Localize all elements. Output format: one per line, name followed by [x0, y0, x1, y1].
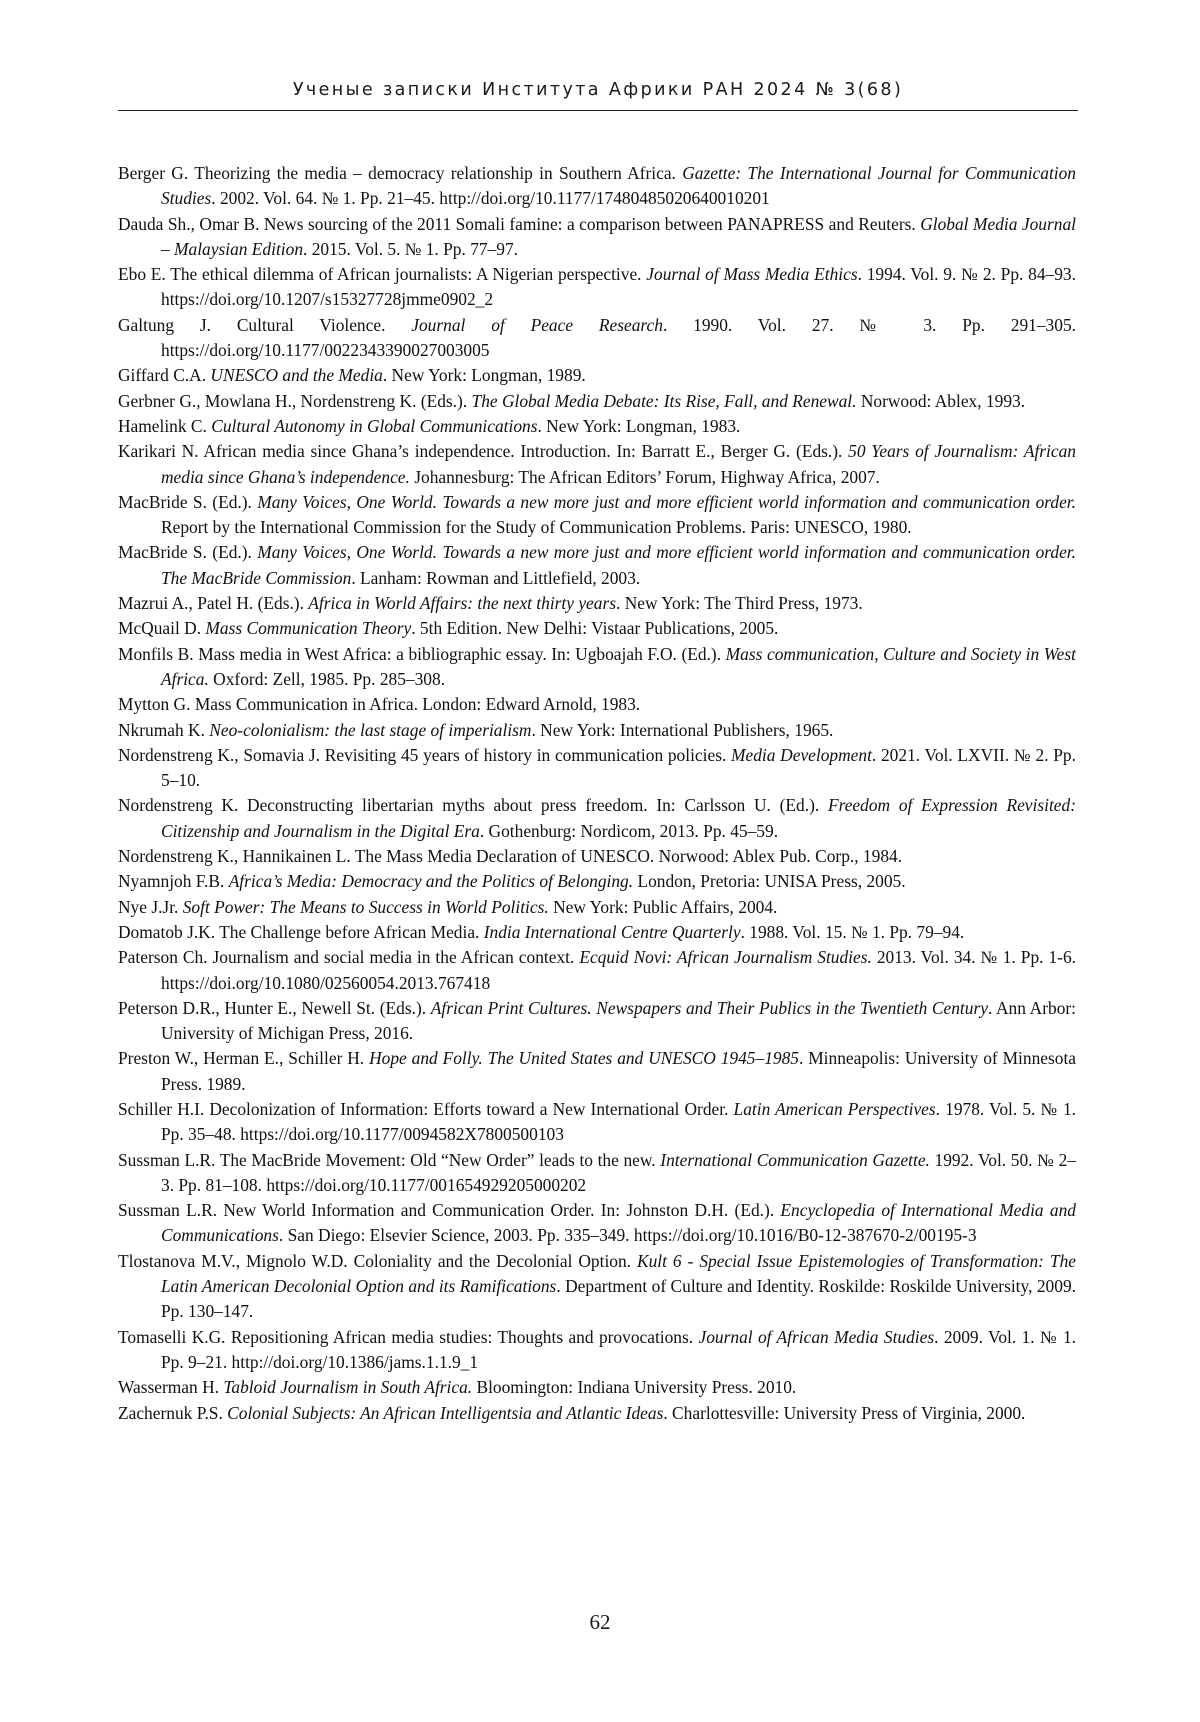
reference-text: Nordenstreng K. Deconstructing libertarian myths about press freedom. In: Carlsson U. (Ed.).: [118, 795, 828, 815]
reference-entry: [118, 616, 1076, 641]
reference-text: New York: Public Affairs, 2004.: [549, 897, 778, 917]
reference-text: Dauda Sh., Omar B. News sourcing of the 2011 Somali famine: a comparison between PANAPRESS and Reuters.: [118, 214, 920, 234]
reference-entry: [118, 313, 1076, 364]
reference-text: Mazrui A., Patel H. (Eds.).: [118, 593, 308, 613]
reference-title: Journal of Mass Media Ethics: [646, 264, 857, 284]
reference-title: The Global Media Debate: Its Rise, Fall, and Renewal.: [472, 391, 857, 411]
reference-title: International Communication Gazette.: [660, 1150, 930, 1170]
reference-title: Hope and Folly. The United States and UNESCO 1945–1985: [369, 1048, 799, 1068]
reference-text: Nyamnjoh F.B.: [118, 871, 229, 891]
reference-text: Domatob J.K. The Challenge before African Media.: [118, 922, 484, 942]
reference-text: Karikari N. African media since Ghana’s independence. Introduction. In: Barratt E., Berger G. (Eds.).: [118, 441, 848, 461]
reference-text: Mytton G. Mass Communication in Africa. London: Edward Arnold, 1983.: [118, 694, 640, 714]
reference-entry: [118, 793, 1076, 844]
reference-text: . Gothenburg: Nordicom, 2013. Pp. 45–59.: [480, 821, 778, 841]
reference-title: Freedom of Expression Revisited: Citizenship and Journalism in the Digital Era: [161, 795, 1076, 840]
reference-text: Bloomington: Indiana University Press. 2010.: [472, 1377, 796, 1397]
header-rule: [118, 110, 1078, 111]
reference-entry: [118, 1249, 1076, 1325]
reference-text: Sussman L.R. The MacBride Movement: Old “New Order” leads to the new.: [118, 1150, 660, 1170]
reference-entry: [118, 540, 1076, 591]
reference-text: Galtung J. Cultural Violence.: [118, 315, 411, 335]
reference-title: Soft Power: The Means to Success in World Politics.: [183, 897, 549, 917]
reference-text: . San Diego: Elsevier Science, 2003. Pp. 335–349. https://doi.org/10.1016/B0-12-387670-2/00195-3: [279, 1225, 977, 1245]
reference-title: Gazette: The International Journal for Communication Studies: [161, 163, 1076, 208]
reference-entry: [118, 439, 1076, 490]
reference-text: Monfils B. Mass media in West Africa: a bibliographic essay. In: Ugboajah F.O. (Ed.).: [118, 644, 726, 664]
reference-list: [118, 161, 1076, 1426]
reference-entry: [118, 212, 1076, 263]
reference-text: Peterson D.R., Hunter E., Newell St. (Eds.).: [118, 998, 431, 1018]
reference-text: Schiller H.I. Decolonization of Information: Efforts toward a New International Order.: [118, 1099, 734, 1119]
reference-text: Tlostanova M.V., Mignolo W.D. Coloniality and the Decolonial Option.: [118, 1251, 637, 1271]
reference-title: Latin American Perspectives: [734, 1099, 936, 1119]
reference-title: Journal of African Media Studies: [699, 1327, 935, 1347]
reference-text: Nye J.Jr.: [118, 897, 183, 917]
reference-text: . 2021. Vol. LXVII. № 2. Pp. 5–10.: [161, 745, 1076, 790]
reference-text: Oxford: Zell, 1985. Pp. 285–308.: [209, 669, 445, 689]
reference-text: . New York: Longman, 1989.: [383, 365, 586, 385]
reference-entry: [118, 1097, 1076, 1148]
reference-text: Preston W., Herman E., Schiller H.: [118, 1048, 369, 1068]
reference-entry: [118, 844, 1076, 869]
reference-entry: [118, 642, 1076, 693]
reference-entry: [118, 895, 1076, 920]
reference-text: . 1990. Vol. 27. № 3. Pp. 291–305. https://doi.org/10.1177/0022343390027003005: [161, 315, 1076, 360]
reference-text: Nkrumah K.: [118, 720, 209, 740]
reference-entry: [118, 718, 1076, 743]
reference-text: . 1994. Vol. 9. № 2. Pp. 84–93. https://doi.org/10.1207/s15327728jmme0902_2: [161, 264, 1076, 309]
reference-entry: [118, 1325, 1076, 1376]
reference-text: . New York: Longman, 1983.: [537, 416, 740, 436]
reference-text: Berger G. Theorizing the media – democracy relationship in Southern Africa.: [118, 163, 682, 183]
page-number: 62: [0, 1612, 1200, 1633]
reference-entry: [118, 414, 1076, 439]
reference-entry: [118, 869, 1076, 894]
reference-entry: [118, 1401, 1076, 1426]
reference-title: Many Voices, One World. Towards a new more just and more efficient world information and communication order.: [257, 492, 1076, 512]
reference-entry: [118, 1198, 1076, 1249]
reference-text: London, Pretoria: UNISA Press, 2005.: [633, 871, 905, 891]
reference-text: McQuail D.: [118, 618, 205, 638]
reference-title: Tabloid Journalism in South Africa.: [223, 1377, 472, 1397]
reference-text: Tomaselli K.G. Repositioning African media studies: Thoughts and provocations.: [118, 1327, 699, 1347]
reference-text: MacBride S. (Ed.).: [118, 492, 257, 512]
reference-entry: [118, 692, 1076, 717]
reference-entry: [118, 945, 1076, 996]
reference-title: African Print Cultures. Newspapers and Their Publics in the Twentieth Century: [431, 998, 988, 1018]
reference-title: India International Centre Quarterly: [484, 922, 741, 942]
reference-title: Kult 6 - Special Issue Epistemologies of Transformation: The Latin American Decolonial Option and its Ramifications: [161, 1251, 1076, 1296]
reference-text: Johannesburg: The African Editors’ Forum, Highway Africa, 2007.: [410, 467, 880, 487]
reference-entry: [118, 743, 1076, 794]
reference-text: . New York: International Publishers, 1965.: [531, 720, 833, 740]
reference-text: . 1978. Vol. 5. № 1. Pp. 35–48. https://doi.org/10.1177/0094582X7800500103: [161, 1099, 1076, 1144]
reference-entry: [118, 591, 1076, 616]
reference-text: Nordenstreng K., Hannikainen L. The Mass Media Declaration of UNESCO. Norwood: Ablex Pub. Corp., 1984.: [118, 846, 902, 866]
reference-text: . 1988. Vol. 15. № 1. Pp. 79–94.: [741, 922, 965, 942]
reference-text: . Lanham: Rowman and Littlefield, 2003.: [351, 568, 640, 588]
reference-title: Media Development: [731, 745, 872, 765]
reference-text: . 2009. Vol. 1. № 1. Pp. 9–21. http://doi.org/10.1386/jams.1.1.9_1: [161, 1327, 1076, 1372]
reference-title: Mass Communication Theory: [205, 618, 411, 638]
reference-text: Hamelink C.: [118, 416, 211, 436]
reference-text: Wasserman H.: [118, 1377, 223, 1397]
reference-entry: [118, 161, 1076, 212]
reference-text: Zachernuk P.S.: [118, 1403, 227, 1423]
reference-entry: [118, 363, 1076, 388]
reference-text: . Ann Arbor: University of Michigan Press, 2016.: [161, 998, 1076, 1043]
reference-text: . 5th Edition. New Delhi: Vistaar Publications, 2005.: [411, 618, 778, 638]
running-header: Ученые записки Института Африки РАН 2024 № 3(68): [118, 82, 1078, 100]
reference-text: Giffard C.A.: [118, 365, 210, 385]
reference-title: Many Voices, One World. Towards a new more just and more efficient world information and communication order. The MacBride Commission: [161, 542, 1076, 587]
reference-text: . New York: The Third Press, 1973.: [616, 593, 863, 613]
reference-text: . Department of Culture and Identity. Roskilde: Roskilde University, 2009. Pp. 130–147.: [161, 1276, 1076, 1321]
reference-entry: [118, 1375, 1076, 1400]
reference-text: . Charlottesville: University Press of Virginia, 2000.: [663, 1403, 1025, 1423]
reference-text: MacBride S. (Ed.).: [118, 542, 257, 562]
reference-text: Gerbner G., Mowlana H., Nordenstreng K. (Eds.).: [118, 391, 472, 411]
reference-text: Ebo E. The ethical dilemma of African journalists: A Nigerian perspective.: [118, 264, 646, 284]
reference-title: Mass communication, Culture and Society in West Africa.: [161, 644, 1076, 689]
reference-title: Colonial Subjects: An African Intelligentsia and Atlantic Ideas: [227, 1403, 663, 1423]
reference-text: 2013. Vol. 34. № 1. Pp. 1-6. https://doi.org/10.1080/02560054.2013.767418: [161, 947, 1076, 992]
reference-title: Ecquid Novi: African Journalism Studies.: [579, 947, 872, 967]
reference-text: Nordenstreng K., Somavia J. Revisiting 45 years of history in communication policies.: [118, 745, 731, 765]
reference-entry: [118, 490, 1076, 541]
reference-entry: [118, 389, 1076, 414]
reference-title: 50 Years of Journalism: African media since Ghana’s independence.: [161, 441, 1076, 486]
reference-title: Global Media Journal – Malaysian Edition: [161, 214, 1076, 259]
reference-entry: [118, 1046, 1076, 1097]
reference-entry: [118, 1148, 1076, 1199]
reference-text: Sussman L.R. New World Information and Communication Order. In: Johnston D.H. (Ed.).: [118, 1200, 780, 1220]
reference-text: Paterson Ch. Journalism and social media in the African context.: [118, 947, 579, 967]
reference-text: Norwood: Ablex, 1993.: [856, 391, 1025, 411]
reference-title: Journal of Peace Research: [411, 315, 663, 335]
reference-title: Neo-colonialism: the last stage of imperialism: [209, 720, 531, 740]
reference-title: Encyclopedia of International Media and Communications: [161, 1200, 1076, 1245]
reference-text: Report by the International Commission for the Study of Communication Problems. Paris: UNESCO, 1980.: [161, 517, 912, 537]
reference-entry: [118, 262, 1076, 313]
reference-entry: [118, 920, 1076, 945]
reference-title: UNESCO and the Media: [210, 365, 382, 385]
reference-text: . 2002. Vol. 64. № 1. Pp. 21–45. http://doi.org/10.1177/17480485020640010201: [211, 188, 769, 208]
reference-text: 1992. Vol. 50. № 2–3. Pp. 81–108. https://doi.org/10.1177/001654929205000202: [161, 1150, 1076, 1195]
reference-text: . Minneapolis: University of Minnesota Press. 1989.: [161, 1048, 1076, 1093]
reference-title: Africa’s Media: Democracy and the Politics of Belonging.: [229, 871, 633, 891]
reference-title: Cultural Autonomy in Global Communications: [211, 416, 537, 436]
reference-entry: [118, 996, 1076, 1047]
reference-text: . 2015. Vol. 5. № 1. Pp. 77–97.: [303, 239, 518, 259]
reference-title: Africa in World Affairs: the next thirty years: [308, 593, 616, 613]
